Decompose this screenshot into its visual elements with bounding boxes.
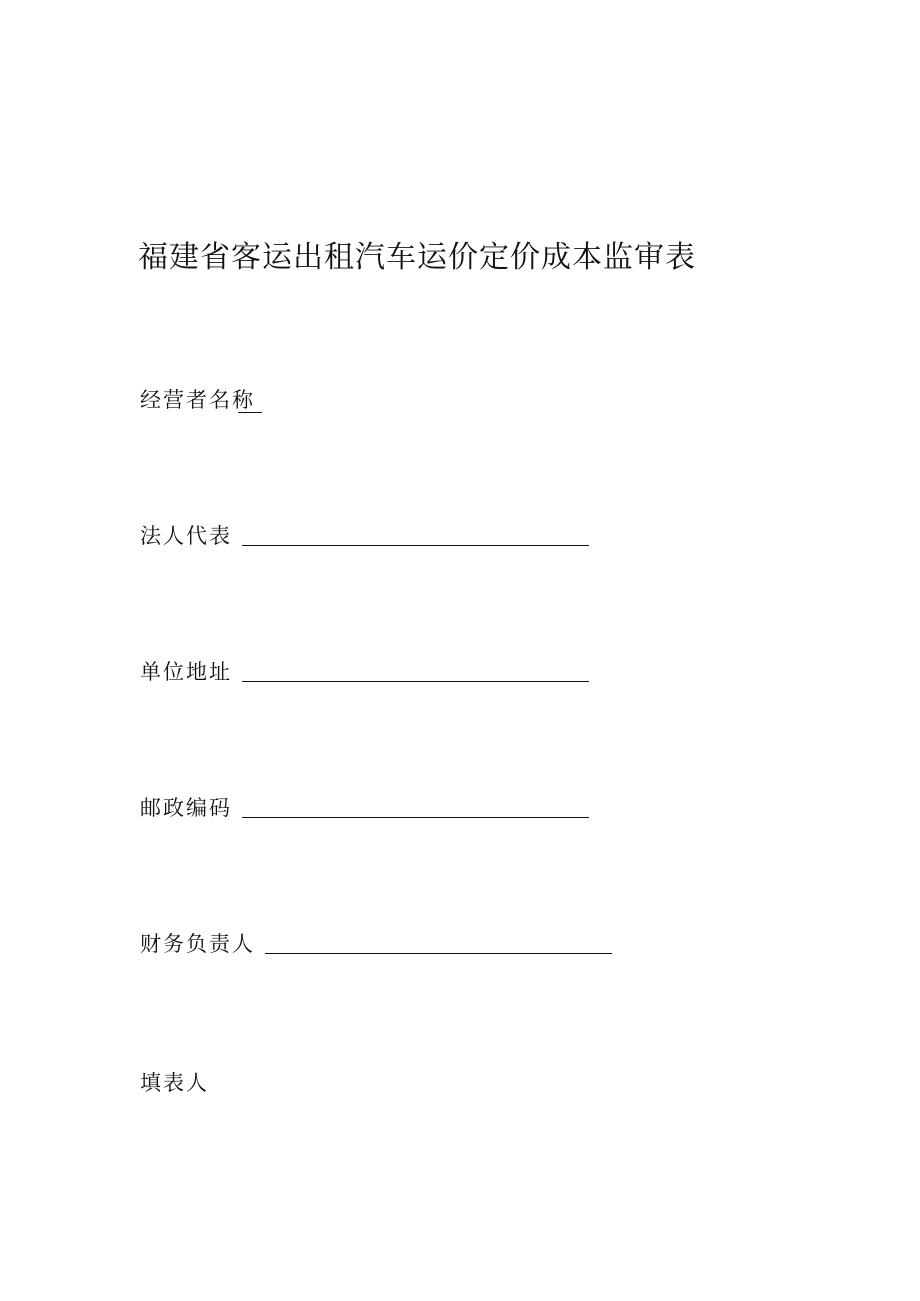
field-label-unit-address: 单位地址 [140,660,232,684]
legal-representative-blank-line[interactable] [242,545,589,546]
field-label-finance-officer: 财务负责人 [140,932,255,956]
field-form-filler [140,1063,209,1097]
field-label-postal-code: 邮政编码 [140,796,232,820]
postal-code-blank-line[interactable] [242,817,589,818]
field-unit-address [140,652,589,686]
document-title: 福建省客运出租汽车运价定价成本监审表 [138,240,696,275]
field-legal-representative [140,516,589,550]
field-label-operator-name: 经营者名称 [140,388,255,412]
field-label-form-filler: 填表人 [140,1071,209,1095]
field-operator-name [140,380,255,414]
partial-underline [238,412,262,413]
field-finance-officer [140,924,612,958]
field-label-legal-representative: 法人代表 [140,524,232,548]
field-postal-code [140,788,589,822]
unit-address-blank-line[interactable] [242,681,589,682]
finance-officer-blank-line[interactable] [265,953,612,954]
